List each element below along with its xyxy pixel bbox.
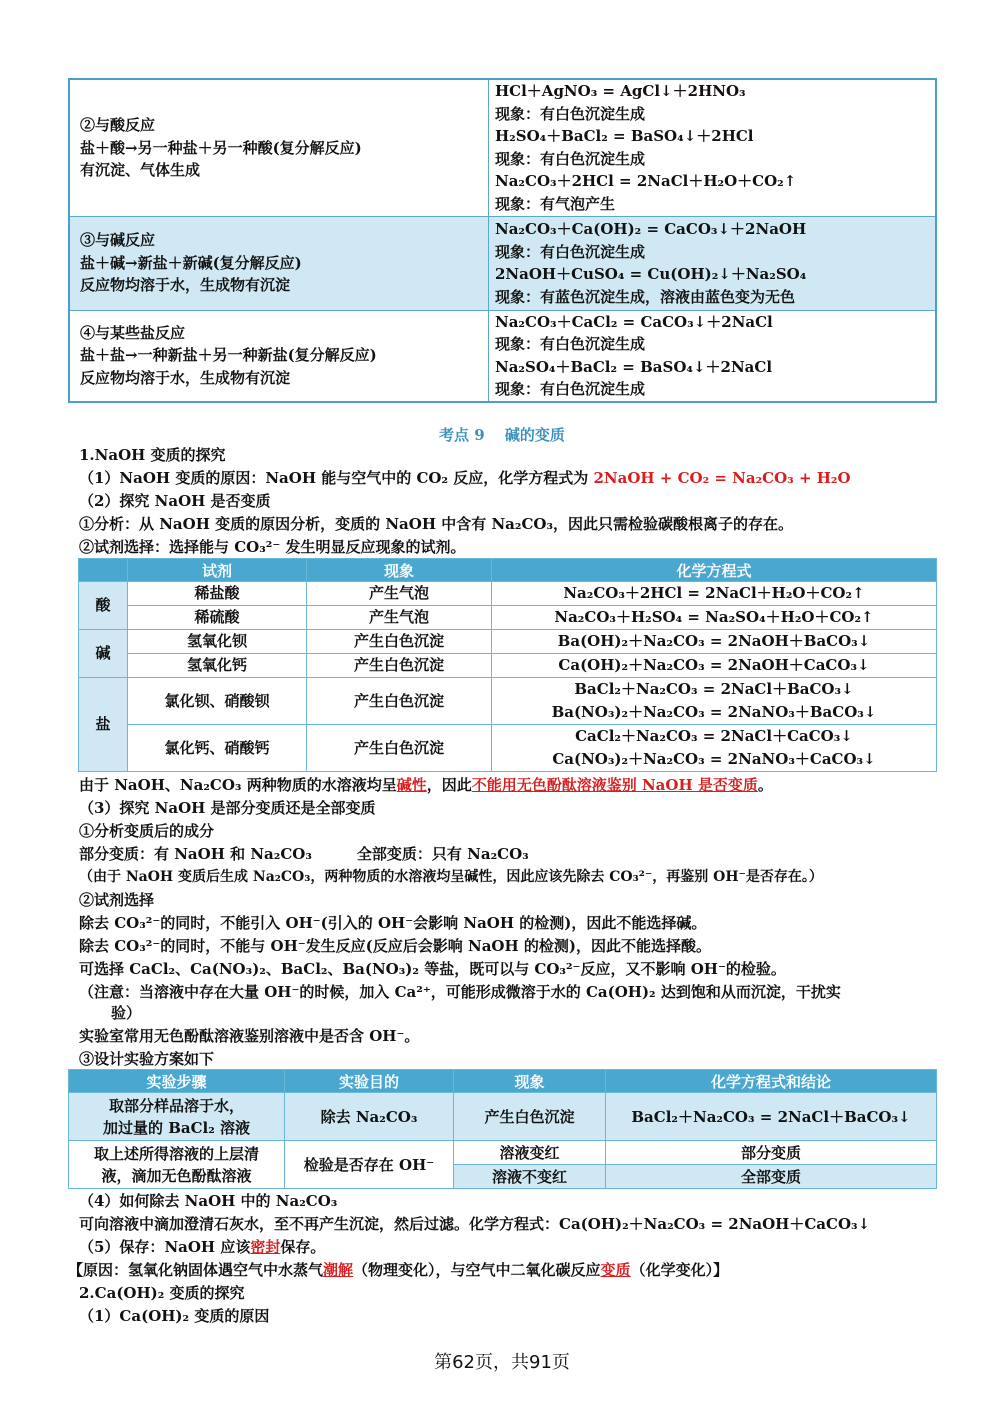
equation: Na₂CO₃＋Ca(OH)₂ = CaCO₃↓＋2NaOH <box>495 220 807 238</box>
text: 【原因：氢氧化钠固体遇空气中水蒸气 <box>68 1261 324 1279</box>
text-line <box>68 1260 728 1280</box>
header-purpose: 实验目的 <box>285 1070 454 1093</box>
reagent-table <box>78 558 937 772</box>
table-row <box>79 725 937 772</box>
phenomenon-cell: 产生白色沉淀 <box>307 630 492 654</box>
header-reagent: 试剂 <box>128 559 307 582</box>
text: （物理变化），与空气中二氧化碳反应 <box>353 1261 601 1279</box>
purpose-cell: 除去 Na₂CO₃ <box>285 1093 454 1141</box>
header-phenomenon: 现象 <box>454 1070 606 1093</box>
row-title: ④与某些盐反应 <box>80 323 186 342</box>
text-line: 可向溶液中滴加澄清石灰水，至不再产生沉淀，然后过滤。化学方程式：Ca(OH)₂＋Na₂CO₃ = 2NaOH＋CaCO₃↓ <box>79 1215 871 1233</box>
equation: Na₂SO₄＋BaCl₂ = BaSO₄↓＋2NaCl <box>495 357 773 376</box>
text-line: ②试剂选择 <box>79 891 155 909</box>
reaction-description <box>69 216 489 310</box>
result-cell: 部分变质 <box>606 1141 937 1165</box>
phenomenon-cell: 产生气泡 <box>307 606 492 630</box>
header-result: 化学方程式和结论 <box>606 1070 937 1093</box>
equation: Na₂CO₃＋2HCl = 2NaCl＋H₂O＋CO₂↑ <box>495 172 797 191</box>
text-line: ①分析变质后的成分 <box>79 822 215 840</box>
step-line: 取上述所得溶液的上层清 <box>93 1144 259 1163</box>
reaction-examples <box>489 79 937 216</box>
highlight: 潮解 <box>323 1261 354 1279</box>
text: （5）保存：NaOH 应该 <box>79 1238 251 1256</box>
equation-cell <box>492 678 937 725</box>
row-note: 反应物均溶于水，生成物有沉淀 <box>80 368 291 387</box>
reaction-description <box>69 79 489 216</box>
highlight: 变质 <box>600 1261 631 1279</box>
table-row <box>69 1141 937 1165</box>
equation-cell <box>492 725 937 772</box>
heading-naoh: 1.NaOH 变质的探究 <box>79 446 226 464</box>
equation: CaCl₂＋Na₂CO₃ = 2NaCl＋CaCO₃↓ <box>575 727 853 745</box>
table-row <box>79 630 937 654</box>
equation-highlight: 2NaOH + CO₂ = Na₂CO₃ + H₂O <box>593 469 851 487</box>
text-line: （注意：当溶液中存在大量 OH⁻的时候，加入 Ca²⁺，可能形成微溶于水的 Ca(OH)₂ 达到饱和从而沉淀，干扰实 <box>79 983 841 1001</box>
row-rule: 盐＋酸→另一种盐＋另一种酸(复分解反应) <box>80 138 362 157</box>
highlight: 密封 <box>250 1238 281 1256</box>
reagent-cell: 稀盐酸 <box>128 582 307 606</box>
reagent-cell: 氢氧化钙 <box>128 654 307 678</box>
text-line: ②试剂选择：选择能与 CO₃²⁻ 发生明显反应现象的试剂。 <box>79 538 466 556</box>
equation-cell: Ba(OH)₂＋Na₂CO₃ = 2NaOH＋BaCO₃↓ <box>492 630 937 654</box>
equation: H₂SO₄＋BaCl₂ = BaSO₄↓＋2HCl <box>495 127 754 146</box>
equation: Ba(NO₃)₂＋Na₂CO₃ = 2NaNO₃＋BaCO₃↓ <box>551 703 877 721</box>
text: 由于 NaOH、Na₂CO₃ 两种物质的水溶液均呈 <box>79 776 397 794</box>
header-equation: 化学方程式 <box>492 559 937 582</box>
text-line: 实验室常用无色酚酞溶液鉴别溶液中是否含 OH⁻。 <box>79 1027 420 1045</box>
phenomenon-cell: 产生白色沉淀 <box>454 1093 606 1141</box>
text-line: 部分变质：有 NaOH 和 Na₂CO₃ 全部变质：只有 Na₂CO₃ <box>79 845 529 863</box>
text-line: ③设计实验方案如下 <box>79 1050 215 1068</box>
reagent-cell: 氢氧化钡 <box>128 630 307 654</box>
salt-reactions-table <box>68 78 937 403</box>
table-row <box>69 79 936 216</box>
text-line: ①分析：从 NaOH 变质的原因分析，变质的 NaOH 中含有 Na₂CO₃，因此只需检验碳酸根离子的存在。 <box>79 515 794 533</box>
reaction-description <box>69 310 489 402</box>
reagent-cell: 氯化钡、硝酸钡 <box>128 678 307 725</box>
equation-cell: Ca(OH)₂＋Na₂CO₃ = 2NaOH＋CaCO₃↓ <box>492 654 937 678</box>
text-line: 可选择 CaCl₂、Ca(NO₃)₂、BaCl₂、Ba(NO₃)₂ 等盐，既可以与 CO₃²⁻反应，又不影响 OH⁻的检验。 <box>79 960 786 978</box>
table-row <box>69 310 936 402</box>
row-rule: 盐＋盐→一种新盐＋另一种新盐(复分解反应) <box>80 346 377 365</box>
reagent-cell: 氯化钙、硝酸钙 <box>128 725 307 772</box>
text: （化学变化）】 <box>630 1261 729 1279</box>
highlight: 碱性 <box>396 776 427 794</box>
category-salt: 盐 <box>79 678 128 772</box>
phenomenon: 现象：有蓝色沉淀生成，溶液由蓝色变为无色 <box>495 287 796 306</box>
phenomenon-cell: 产生气泡 <box>307 582 492 606</box>
text-line: 除去 CO₃²⁻的同时，不能引入 OH⁻(引入的 OH⁻会影响 NaOH 的检测)，因此不能选择碱。 <box>79 914 707 932</box>
text: （1）NaOH 变质的原因：NaOH 能与空气中的 CO₂ 反应，化学方程式为 <box>79 469 594 487</box>
equation: 2NaOH＋CuSO₄ = Cu(OH)₂↓＋Na₂SO₄ <box>495 265 807 283</box>
text-line: （4）如何除去 NaOH 中的 Na₂CO₃ <box>79 1192 338 1210</box>
text-line <box>79 468 851 488</box>
table-row <box>79 582 937 606</box>
equation: Na₂CO₃＋CaCl₂ = CaCO₃↓＋2NaCl <box>495 312 773 331</box>
step-cell <box>69 1093 285 1141</box>
table-row <box>79 678 937 725</box>
phenomenon: 现象：有气泡产生 <box>495 194 616 213</box>
result-cell: BaCl₂＋Na₂CO₃ = 2NaCl＋BaCO₃↓ <box>606 1093 937 1141</box>
table-row <box>79 654 937 678</box>
purpose-cell: 检验是否存在 OH⁻ <box>285 1141 454 1189</box>
result-cell: 全部变质 <box>606 1165 937 1189</box>
experiment-table <box>68 1069 937 1189</box>
table-header-row <box>79 559 937 582</box>
equation: Ca(NO₃)₂＋Na₂CO₃ = 2NaNO₃＋CaCO₃↓ <box>552 750 876 768</box>
text: 。 <box>757 776 773 794</box>
phenomenon: 现象：有白色沉淀生成 <box>495 335 646 353</box>
phenomenon: 现象：有白色沉淀生成 <box>495 149 646 168</box>
table-row <box>69 216 936 310</box>
phenomenon-cell: 溶液不变红 <box>454 1165 606 1189</box>
row-title: ②与酸反应 <box>80 116 156 134</box>
text-line: 验） <box>111 1004 142 1022</box>
row-note: 反应物均溶于水，生成物有沉淀 <box>80 276 291 295</box>
page-footer: 第62页，共91页 <box>434 1352 570 1373</box>
text: ，因此 <box>426 776 472 794</box>
step-line: 加过量的 BaCl₂ 溶液 <box>102 1118 251 1137</box>
phenomenon-cell: 产生白色沉淀 <box>307 725 492 772</box>
section-title: 考点 9 碱的变质 <box>439 426 565 444</box>
row-title: ③与碱反应 <box>80 231 156 250</box>
text-line: （3）探究 NaOH 是部分变质还是全部变质 <box>79 799 376 817</box>
text: 保存。 <box>280 1238 326 1256</box>
table-row <box>79 606 937 630</box>
text-line: （由于 NaOH 变质后生成 Na₂CO₃，两种物质的水溶液均呈碱性，因此应该先除去 CO₃²⁻，再鉴别 OH⁻是否存在。） <box>79 869 823 885</box>
table-header-row <box>69 1070 937 1093</box>
text-line: 除去 CO₃²⁻的同时，不能与 OH⁻发生反应(反应后会影响 NaOH 的检测)，因此不能选择酸。 <box>79 937 711 955</box>
reaction-examples <box>489 310 937 402</box>
category-base: 碱 <box>79 630 128 678</box>
phenomenon-cell: 产生白色沉淀 <box>307 678 492 725</box>
equation-cell: Na₂CO₃＋2HCl = 2NaCl＋H₂O＋CO₂↑ <box>492 582 937 606</box>
reaction-examples <box>489 216 937 310</box>
reagent-cell: 稀硫酸 <box>128 606 307 630</box>
header-blank <box>79 559 128 582</box>
row-note: 有沉淀、气体生成 <box>80 161 201 179</box>
phenomenon-cell: 产生白色沉淀 <box>307 654 492 678</box>
phenomenon: 现象：有白色沉淀生成 <box>495 242 646 261</box>
text-line: （1）Ca(OH)₂ 变质的原因 <box>79 1307 270 1325</box>
table-row <box>69 1093 937 1141</box>
phenomenon-cell: 溶液变红 <box>454 1141 606 1165</box>
equation: BaCl₂＋Na₂CO₃ = 2NaCl＋BaCO₃↓ <box>574 680 854 698</box>
row-rule: 盐＋碱→新盐＋新碱(复分解反应) <box>80 253 302 272</box>
step-line: 液，滴加无色酚酞溶液 <box>101 1166 252 1185</box>
category-acid: 酸 <box>79 582 128 630</box>
highlight: 不能用无色酚酞溶液鉴别 NaOH 是否变质 <box>471 776 758 794</box>
header-phenomenon: 现象 <box>307 559 492 582</box>
equation-cell: Na₂CO₃＋H₂SO₄ = Na₂SO₄＋H₂O＋CO₂↑ <box>492 606 937 630</box>
phenomenon: 现象：有白色沉淀生成 <box>495 380 646 398</box>
phenomenon: 现象：有白色沉淀生成 <box>495 104 646 123</box>
heading-caoh2: 2.Ca(OH)₂ 变质的探究 <box>79 1284 245 1302</box>
header-step: 实验步骤 <box>69 1070 285 1093</box>
text-line <box>79 775 773 795</box>
text-line <box>79 1237 325 1257</box>
step-line: 取部分样品溶于水， <box>108 1096 244 1115</box>
step-cell <box>69 1141 285 1189</box>
text-line: （2）探究 NaOH 是否变质 <box>79 492 271 510</box>
equation: HCl＋AgNO₃ = AgCl↓＋2HNO₃ <box>495 82 746 101</box>
